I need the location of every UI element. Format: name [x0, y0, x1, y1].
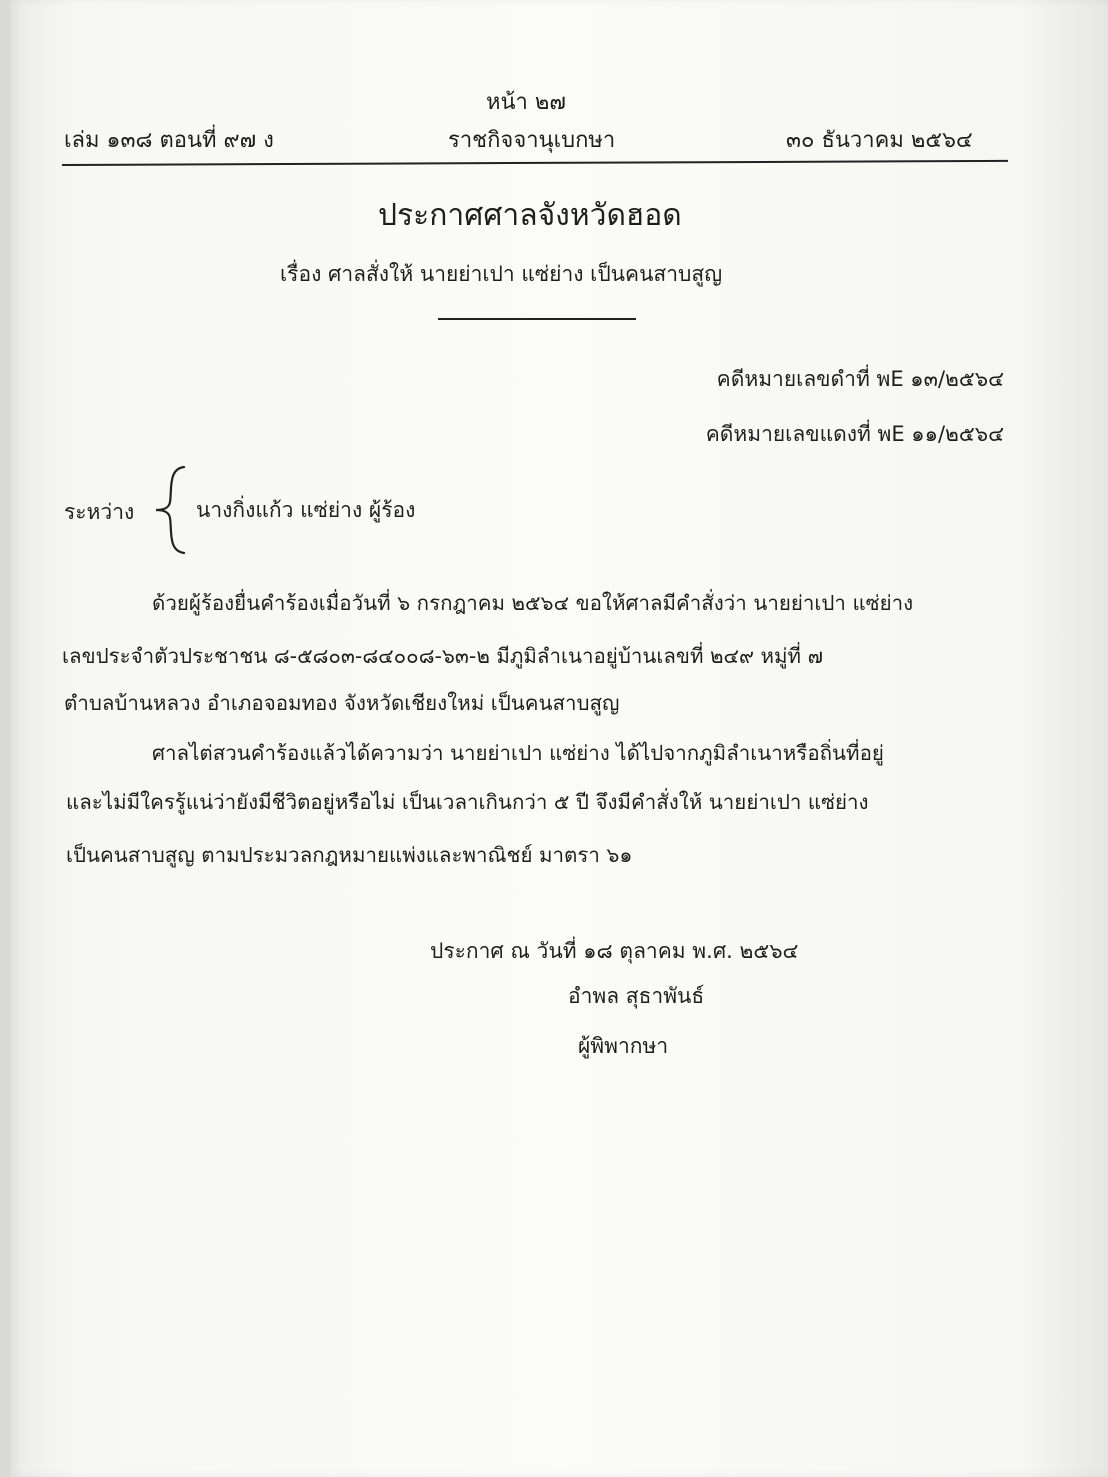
body-line: ตำบลบ้านหลวง อำเภอจอมทอง จังหวัดเชียงใหม่ เป็นคนสาบสูญ [64, 691, 620, 715]
gazette-page [10, 0, 1108, 1477]
notice-subject: เรื่อง ศาลสั่งให้ นายย่าเปา แซ่ย่าง เป็นคนสาบสูญ [280, 262, 723, 286]
notice-title: ประกาศศาลจังหวัดฮอด [378, 198, 682, 233]
curly-brace-icon [150, 464, 190, 556]
body-line: ศาลไต่สวนคำร้องแล้วได้ความว่า นายย่าเปา แซ่ย่าง ได้ไปจากภูมิลำเนาหรือถิ่นที่อยู่ [152, 741, 884, 765]
judge-name: อำพล สุธาพันธ์ [568, 984, 705, 1008]
body-line: และไม่มีใครรู้แน่ว่ายังมีชีวิตอยู่หรือไม่ เป็นเวลาเกินกว่า ๕ ปี จึงมีคำสั่งให้ นายย่าเปา แซ่ย่าง [66, 790, 869, 814]
publication-date: ๓๐ ธันวาคม ๒๕๖๔ [786, 128, 973, 153]
black-case-number: คดีหมายเลขดำที่ พE ๑๓/๒๕๖๔ [716, 367, 1004, 391]
title-divider [438, 318, 636, 320]
page-number: หน้า ๒๗ [486, 90, 566, 115]
judge-title: ผู้พิพากษา [578, 1034, 669, 1058]
red-case-number: คดีหมายเลขแดงที่ พE ๑๑/๒๕๖๔ [705, 422, 1004, 446]
body-line: เป็นคนสาบสูญ ตามประมวลกฎหมายแพ่งและพาณิชย์ มาตรา ๖๑ [66, 843, 633, 867]
header-divider [62, 160, 1008, 166]
between-label: ระหว่าง [64, 500, 135, 524]
petitioner: นางกิ่งแก้ว แซ่ย่าง ผู้ร้อง [196, 498, 416, 522]
announcement-date: ประกาศ ณ วันที่ ๑๘ ตุลาคม พ.ศ. ๒๕๖๔ [430, 939, 799, 963]
gazette-name: ราชกิจจานุเบกษา [448, 128, 616, 153]
body-line: เลขประจำตัวประชาชน ๘-๕๘๐๓-๘๔๐๐๘-๖๓-๒ มีภูมิลำเนาอยู่บ้านเลขที่ ๒๔๙ หมู่ที่ ๗ [62, 644, 824, 668]
issue-number: เล่ม ๑๓๘ ตอนที่ ๙๗ ง [64, 128, 274, 153]
body-line: ด้วยผู้ร้องยื่นคำร้องเมื่อวันที่ ๖ กรกฎาคม ๒๕๖๔ ขอให้ศาลมีคำสั่งว่า นายย่าเปา แซ่ย่าง [152, 591, 914, 615]
